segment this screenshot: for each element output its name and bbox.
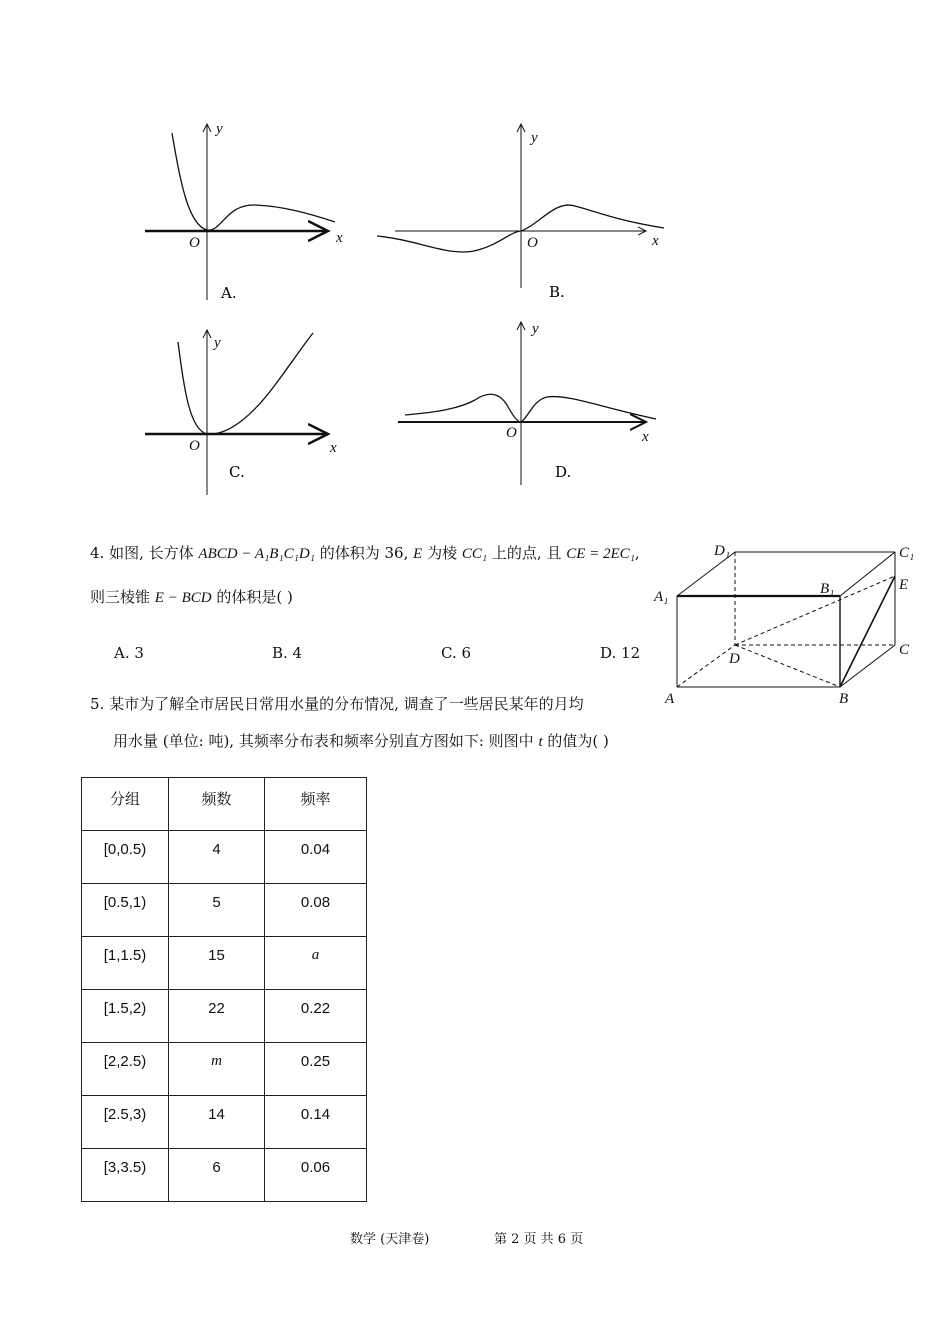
cell-frequency: a xyxy=(265,937,367,990)
table-row xyxy=(82,1043,367,1096)
footer-page-number: 第 2 页 共 6 页 xyxy=(494,1232,584,1247)
table-row xyxy=(82,937,367,990)
vertex-d: D xyxy=(729,651,740,667)
table-row xyxy=(82,1149,367,1202)
origin-label: O xyxy=(527,235,538,251)
q4-comma: , xyxy=(634,544,640,562)
y-axis-label: y xyxy=(216,121,223,137)
frequency-table xyxy=(81,777,367,1202)
curve xyxy=(405,394,656,422)
cell-group: [1,1.5) xyxy=(82,937,169,990)
x-axis-label: x xyxy=(642,429,649,445)
origin-label: O xyxy=(189,438,200,454)
q4-point-e: E xyxy=(413,546,423,562)
function-graphs xyxy=(0,0,950,520)
vertex-b: B xyxy=(839,691,849,707)
vertex-b1: B₁ xyxy=(820,581,835,597)
x-axis-label: x xyxy=(330,440,337,456)
cell-count: 6 xyxy=(169,1149,265,1202)
graph-label-c: C. xyxy=(229,463,245,481)
x-axis-label: x xyxy=(336,230,343,246)
graph-b xyxy=(377,124,664,301)
table-header-row xyxy=(82,778,367,831)
cell-count: 5 xyxy=(169,884,265,937)
cell-frequency: 0.14 xyxy=(265,1096,367,1149)
graph-c xyxy=(145,330,337,495)
cell-frequency: 0.25 xyxy=(265,1043,367,1096)
q4-volume-text: 的体积为 36, xyxy=(319,544,409,562)
graph-d xyxy=(398,321,656,485)
vertex-c: C xyxy=(899,642,910,658)
q5-line-2 xyxy=(113,734,609,750)
q5-line-1: 5. 某市为了解全市居民日常用水量的分布情况, 调查了一些居民某年的月均 xyxy=(90,695,584,713)
q4-option-b[interactable]: B. 4 xyxy=(272,644,303,662)
q5-variable-t: t xyxy=(538,734,543,750)
y-axis-label: y xyxy=(214,335,221,351)
cell-group: [3,3.5) xyxy=(82,1149,169,1202)
graph-a xyxy=(145,121,343,302)
q4-line2-end: 的体积是( ) xyxy=(216,588,293,606)
q4-line-1 xyxy=(90,546,640,562)
header-count: 频数 xyxy=(169,778,265,831)
cell-frequency: 0.04 xyxy=(265,831,367,884)
origin-label: O xyxy=(189,235,200,251)
vertex-a1: A₁ xyxy=(654,589,669,605)
cell-count: 14 xyxy=(169,1096,265,1149)
q4-line-2 xyxy=(90,590,293,606)
q5-line2-end: 的值为( ) xyxy=(547,732,609,750)
q4-edge-text: 为棱 xyxy=(427,544,458,562)
q4-line2-prefix: 则三棱锥 xyxy=(90,588,151,606)
vertex-c1: C₁ xyxy=(899,545,915,561)
table-row xyxy=(82,1096,367,1149)
q4-edge-cc1: CC₁ xyxy=(461,546,488,562)
x-axis-label: x xyxy=(652,233,659,249)
vertex-a: A xyxy=(665,691,675,707)
graph-label-a: A. xyxy=(221,284,237,302)
q4-cuboid-name: ABCD − A₁B₁C₁D₁ xyxy=(198,546,315,562)
curve xyxy=(178,333,313,434)
curve xyxy=(172,133,335,230)
q5-line2-prefix: 用水量 (单位: 吨), 其频率分布表和频率分别直方图如下: 则图中 xyxy=(113,732,534,750)
q4-equation: CE = 2EC₁ xyxy=(566,546,635,562)
header-group: 分组 xyxy=(82,778,169,831)
origin-label: O xyxy=(506,425,517,441)
y-axis-label: y xyxy=(532,321,539,337)
graph-label-d: D. xyxy=(555,463,572,481)
q4-option-d[interactable]: D. 12 xyxy=(600,644,641,662)
graph-label-b: B. xyxy=(549,283,565,301)
cell-group: [0.5,1) xyxy=(82,884,169,937)
cell-group: [2,2.5) xyxy=(82,1043,169,1096)
cell-count: 15 xyxy=(169,937,265,990)
cell-frequency: 0.22 xyxy=(265,990,367,1043)
table-row xyxy=(82,831,367,884)
q4-point-text: 上的点, 且 xyxy=(491,544,562,562)
footer-subject: 数学 (天津卷) xyxy=(350,1232,430,1247)
cell-count: 4 xyxy=(169,831,265,884)
cuboid-figure xyxy=(640,535,940,715)
header-frequency: 频率 xyxy=(265,778,367,831)
q4-option-a[interactable]: A. 3 xyxy=(114,644,144,662)
cell-frequency: 0.06 xyxy=(265,1149,367,1202)
y-axis-label: y xyxy=(531,130,538,146)
table-row xyxy=(82,884,367,937)
cell-count: m xyxy=(169,1043,265,1096)
q4-prefix: 4. 如图, 长方体 xyxy=(90,544,194,562)
q4-pyramid-name: E − BCD xyxy=(154,590,212,606)
cell-frequency: 0.08 xyxy=(265,884,367,937)
cell-count: 22 xyxy=(169,990,265,1043)
cell-group: [2.5,3) xyxy=(82,1096,169,1149)
cell-group: [0,0.5) xyxy=(82,831,169,884)
q4-option-c[interactable]: C. 6 xyxy=(441,644,472,662)
vertex-e: E xyxy=(899,577,909,593)
table-row xyxy=(82,990,367,1043)
cell-group: [1.5,2) xyxy=(82,990,169,1043)
vertex-d1: D₁ xyxy=(714,543,731,559)
